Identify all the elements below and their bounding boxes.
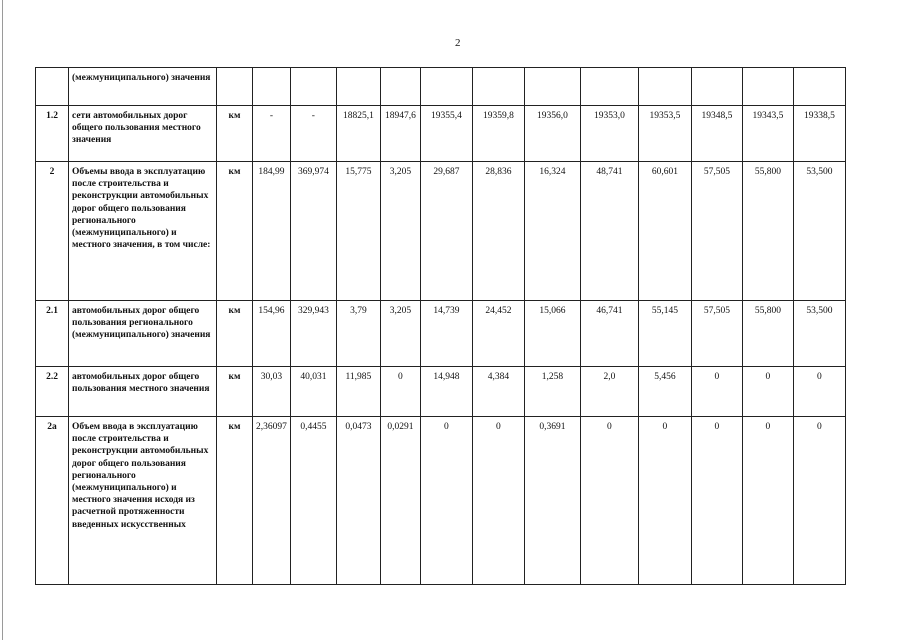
value-cell: 53,500 (793, 162, 845, 301)
table-row (36, 106, 846, 162)
row-number-cell: 1.2 (36, 106, 69, 162)
value-cell: 0 (793, 367, 845, 417)
value-cell: 14,739 (420, 301, 472, 367)
value-cell: 0 (472, 417, 524, 585)
data-table (35, 67, 846, 585)
table-row (36, 417, 846, 585)
value-cell: 40,031 (290, 367, 336, 417)
row-name-cell: Объемы ввода в эксплуатацию после строительства и реконструкции автомобильных дорог общего пользования регионального (межмуниципального) и местного значения, в том числе: (69, 162, 217, 301)
value-cell: 184,99 (253, 162, 291, 301)
value-cell: 1,258 (524, 367, 580, 417)
value-cell: 55,800 (742, 301, 793, 367)
value-cell: 0 (691, 417, 742, 585)
value-cell: 19353,0 (580, 106, 638, 162)
unit-cell: км (217, 417, 253, 585)
scan-edge-line (2, 0, 3, 640)
value-cell: 0 (742, 367, 793, 417)
value-cell (420, 68, 472, 106)
value-cell: - (253, 106, 291, 162)
value-cell (380, 68, 420, 106)
value-cell: 2,0 (580, 367, 638, 417)
value-cell: 19356,0 (524, 106, 580, 162)
table-row (36, 162, 846, 301)
value-cell: 0 (580, 417, 638, 585)
value-cell: 19353,5 (638, 106, 691, 162)
value-cell: 0 (380, 367, 420, 417)
row-name-cell: автомобильных дорог общего пользования местного значения (69, 367, 217, 417)
value-cell: 0,3691 (524, 417, 580, 585)
row-number-cell: 2.1 (36, 301, 69, 367)
value-cell: 16,324 (524, 162, 580, 301)
value-cell: 369,974 (290, 162, 336, 301)
value-cell: 329,943 (290, 301, 336, 367)
value-cell (580, 68, 638, 106)
value-cell (253, 68, 291, 106)
table-row (36, 367, 846, 417)
value-cell (290, 68, 336, 106)
row-number-cell (36, 68, 69, 106)
value-cell: 60,601 (638, 162, 691, 301)
value-cell: 0,4455 (290, 417, 336, 585)
row-name-cell: Объем ввода в эксплуатацию после строительства и реконструкции автомобильных дорог общего пользования регионального (межмуниципального) и местного значения исходя из расчетной протяженности введенных искусственных (69, 417, 217, 585)
value-cell: 5,456 (638, 367, 691, 417)
unit-cell (217, 68, 253, 106)
table-row (36, 68, 846, 106)
unit-cell: км (217, 106, 253, 162)
value-cell: 0 (742, 417, 793, 585)
value-cell: 2,36097 (253, 417, 291, 585)
value-cell: 0 (420, 417, 472, 585)
value-cell: 19338,5 (793, 106, 845, 162)
value-cell: 19359,8 (472, 106, 524, 162)
value-cell: 48,741 (580, 162, 638, 301)
value-cell (793, 68, 845, 106)
value-cell: 30,03 (253, 367, 291, 417)
value-cell: 19355,4 (420, 106, 472, 162)
value-cell: 19348,5 (691, 106, 742, 162)
value-cell: 24,452 (472, 301, 524, 367)
value-cell: 3,205 (380, 301, 420, 367)
value-cell: 55,145 (638, 301, 691, 367)
value-cell: 0,0473 (336, 417, 380, 585)
table-row (36, 301, 846, 367)
value-cell: 0 (691, 367, 742, 417)
page-number: 2 (455, 37, 461, 49)
value-cell (472, 68, 524, 106)
value-cell: 53,500 (793, 301, 845, 367)
unit-cell: км (217, 162, 253, 301)
value-cell: 4,384 (472, 367, 524, 417)
value-cell (691, 68, 742, 106)
value-cell: 11,985 (336, 367, 380, 417)
row-name-cell: сети автомобильных дорог общего пользования местного значения (69, 106, 217, 162)
unit-cell: км (217, 367, 253, 417)
value-cell: 57,505 (691, 301, 742, 367)
value-cell (638, 68, 691, 106)
row-number-cell: 2а (36, 417, 69, 585)
value-cell: 46,741 (580, 301, 638, 367)
value-cell (336, 68, 380, 106)
value-cell: 3,205 (380, 162, 420, 301)
value-cell: 15,775 (336, 162, 380, 301)
value-cell: 14,948 (420, 367, 472, 417)
value-cell: 19343,5 (742, 106, 793, 162)
value-cell: 55,800 (742, 162, 793, 301)
row-name-cell: (межмуниципального) значения (69, 68, 217, 106)
value-cell: 154,96 (253, 301, 291, 367)
value-cell: 3,79 (336, 301, 380, 367)
row-number-cell: 2 (36, 162, 69, 301)
value-cell: 0 (793, 417, 845, 585)
value-cell: 29,687 (420, 162, 472, 301)
value-cell: 0,0291 (380, 417, 420, 585)
value-cell: 15,066 (524, 301, 580, 367)
value-cell: 28,836 (472, 162, 524, 301)
value-cell: 0 (638, 417, 691, 585)
value-cell: - (290, 106, 336, 162)
unit-cell: км (217, 301, 253, 367)
row-name-cell: автомобильных дорог общего пользования регионального (межмуниципального) значения (69, 301, 217, 367)
value-cell: 18825,1 (336, 106, 380, 162)
value-cell (524, 68, 580, 106)
value-cell: 18947,6 (380, 106, 420, 162)
row-number-cell: 2.2 (36, 367, 69, 417)
value-cell (742, 68, 793, 106)
value-cell: 57,505 (691, 162, 742, 301)
